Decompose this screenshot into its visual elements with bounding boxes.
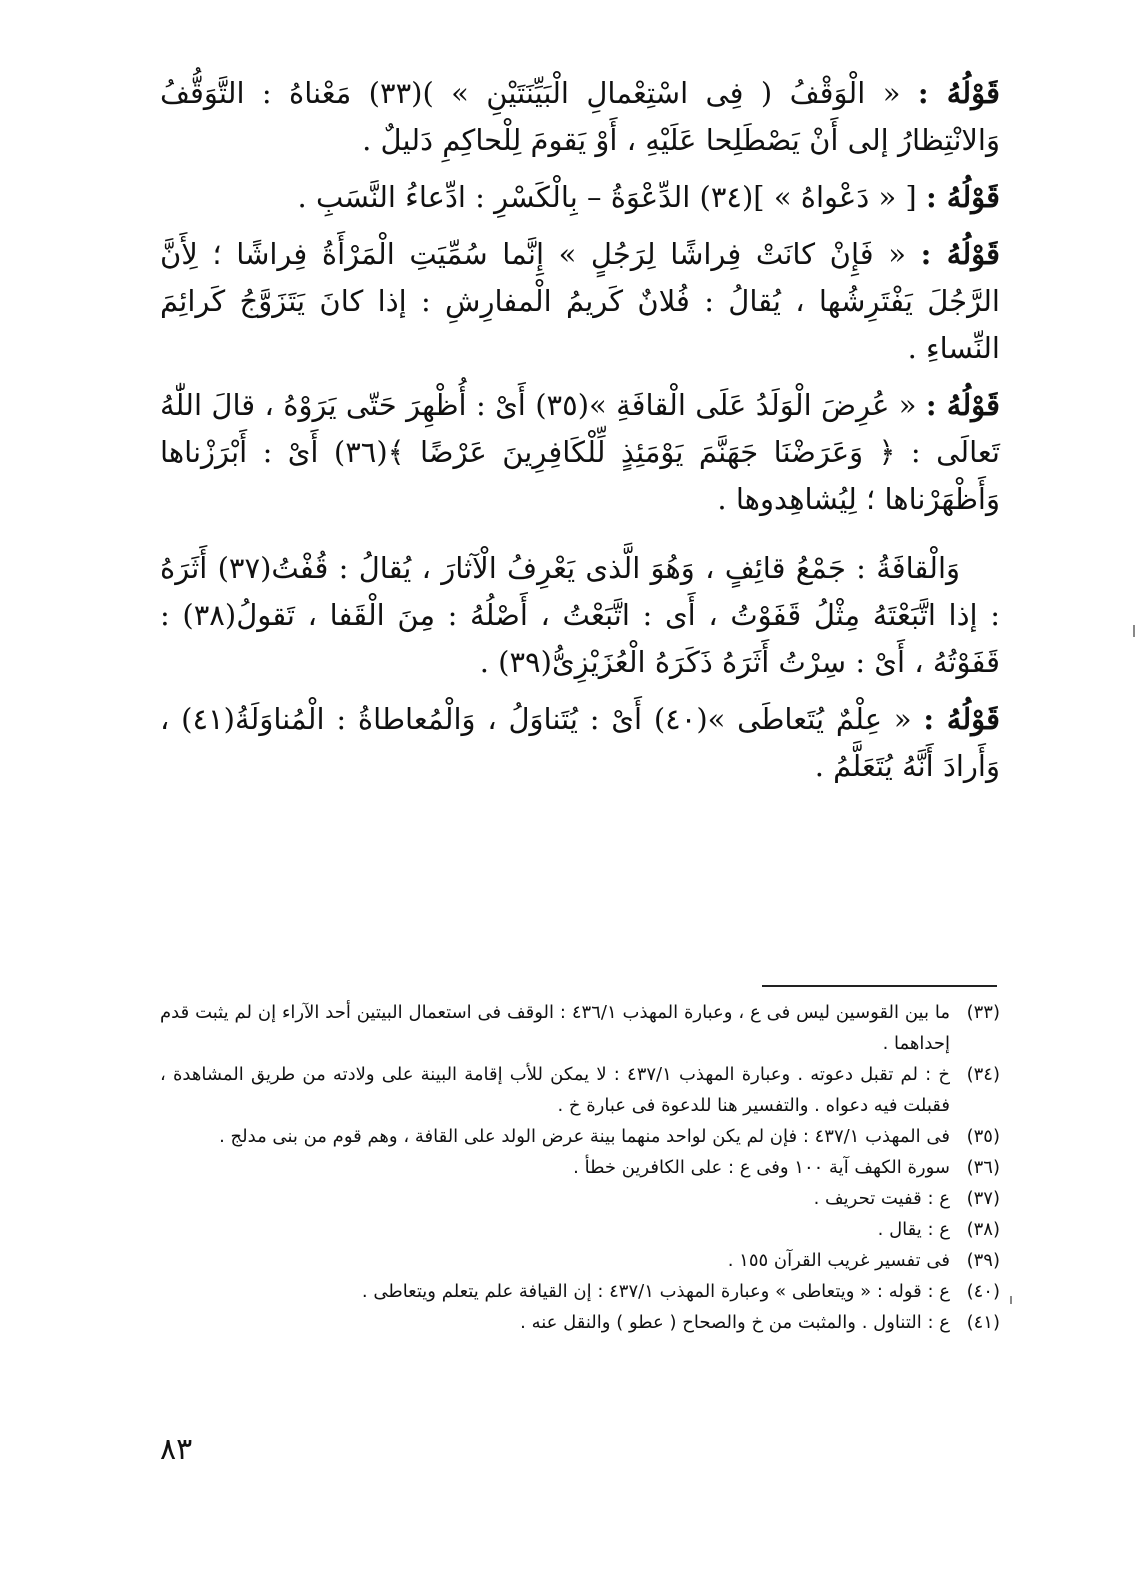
footnote-number: (٣٦) [966, 1157, 1000, 1178]
paragraph-label: قَوْلُهُ : [917, 76, 1000, 110]
footnote-34 [160, 1059, 1000, 1121]
footnote-number: (٣٩) [966, 1250, 1000, 1271]
footnote-37 [160, 1183, 1000, 1214]
footnotes-block [160, 997, 1000, 1338]
paragraph-label: قَوْلُهُ : [925, 388, 1001, 422]
footnote-33 [160, 997, 1000, 1059]
footnote-number: (٤١) [966, 1312, 1000, 1333]
paragraph-2 [160, 174, 1000, 221]
scan-mark [1133, 625, 1135, 637]
paragraph-text: « عُرِضَ الْوَلَدُ عَلَى الْقافَةِ »(٣٥) أَىْ : أُظْهِرَ حَتّى يَرَوْهُ ، قالَ اللّٰهُ تَعالَى : ﴿ وَعَرَضْنَا جَهَنَّمَ يَوْمَئِذٍ لِّلْكَافِرِينَ عَرْضًا ﴾(٣٦) أَىْ : أَبْرَزْناها وَأَظْهَرْناها ؛ لِيُشاهِدوها . [160, 388, 1000, 516]
footnote-35 [160, 1121, 1000, 1152]
footnote-39 [160, 1245, 1000, 1276]
footnote-text: سورة الكهف آية ١٠٠ وفى ع : على الكافرين خطأ . [573, 1157, 950, 1178]
paragraph-3 [160, 231, 1000, 372]
footnote-41 [160, 1307, 1000, 1338]
footnote-text: ع : قفيت تحريف . [813, 1188, 950, 1209]
paragraph-label: قَوْلُهُ : [925, 180, 1000, 214]
footnote-number: (٣٤) [966, 1064, 1000, 1085]
footnote-number: (٣٥) [966, 1126, 1000, 1147]
paragraph-text: « عِلْمٌ يُتَعاطَى »(٤٠) أَىْ : يُتَناوَلُ ، وَالْمُعاطاةُ : الْمُناوَلَةُ(٤١) ، وَأَرادَ أَنَّهُ يُتَعَلَّمُ . [160, 702, 1000, 783]
footnote-separator [762, 985, 997, 987]
paragraph-6 [160, 696, 1000, 790]
paragraph-1 [160, 70, 1000, 164]
footnote-text: فى تفسير غريب القرآن ١٥٥ . [727, 1250, 950, 1271]
footnote-text: خ : لم تقبل دعوته . وعبارة المهذب ٤٣٧/١ : لا يمكن للأب إقامة البينة على ولادته من طريق المشاهدة ، فقبلت فيه دعواه . والتفسير هنا للدعوة فى عبارة خ . [160, 1064, 951, 1116]
footnote-36 [160, 1152, 1000, 1183]
paragraph-5 [160, 545, 1000, 686]
main-text-block [160, 70, 1000, 800]
footnote-number: (٤٠) [966, 1281, 1000, 1302]
footnote-text: فى المهذب ٤٣٧/١ : فإن لم يكن لواحد منهما بينة عرض الولد على القافة ، وهم قوم من بنى مدلج . [219, 1126, 950, 1147]
paragraph-label: قَوْلُهُ : [923, 702, 1001, 736]
footnote-number: (٣٣) [966, 1002, 1000, 1023]
footnote-number: (٣٧) [966, 1188, 1000, 1209]
footnote-text: ع : يقال . [877, 1219, 950, 1240]
paragraph-text: [ « دَعْواهُ » ](٣٤) الدِّعْوَةُ – بِالْكَسْرِ : ادِّعاءُ النَّسَبِ . [297, 180, 917, 214]
page-number: ٨٣ [160, 1432, 193, 1467]
paragraph-text: « فَإِنْ كانَتْ فِراشًا لِرَجُلٍ » إِنَّما سُمِّيَتِ الْمَرْأَةُ فِراشًا ؛ لِأَنَّ الرَّجُلَ يَفْتَرِشُها ، يُقالُ : فُلانٌ كَريمُ الْمفارِشِ : إذا كانَ يَتَزَوَّجُ كَرائِمَ النِّساءِ . [160, 237, 1000, 365]
footnote-text: ما بين القوسين ليس فى ع ، وعبارة المهذب ٤٣٦/١ : الوقف فى استعمال البيتين أحد الآراء إن لم يثبت قدم إحداهما . [160, 1002, 950, 1054]
paragraph-text: وَالْقافَةُ : جَمْعُ قائِفٍ ، وَهُوَ الَّذى يَعْرِفُ الْآثارَ ، يُقالُ : قُفْتُ(٣٧) أَثَرَهُ : إذا اتَّبَعْتَهُ مِثْلُ قَفَوْتُ ، أَى : اتَّبَعْتُ ، أَصْلُهُ : مِنَ الْقَفا ، تَقولُ(٣٨) : قَفَوْتُهُ ، أَىْ : سِرْتُ أَثَرَهُ ذَكَرَهُ الْعُزَيْزِىُّ(٣٩) . [160, 551, 1000, 679]
scan-mark [1010, 1296, 1012, 1304]
footnote-text: ع : قوله : « ويتعاطى » وعبارة المهذب ٤٣٧/١ : إن القيافة علم يتعلم ويتعاطى . [361, 1281, 950, 1302]
paragraph-4 [160, 382, 1000, 523]
footnote-38 [160, 1214, 1000, 1245]
paragraph-text: « الْوَقْفُ ( فِى اسْتِعْمالِ الْبَيِّنَتَيْنِ » )(٣٣) مَعْناهُ : التَّوَقُّفُ وَالانْتِظارُ إلى أَنْ يَصْطَلِحا عَلَيْهِ ، أَوْ يَقومَ لِلْحاكِمِ دَليلٌ . [160, 76, 1000, 157]
footnote-number: (٣٨) [966, 1219, 1000, 1240]
footnote-text: ع : التناول . والمثبت من خ والصحاح ( عطو ) والنقل عنه . [520, 1312, 950, 1333]
footnote-40 [160, 1276, 1000, 1307]
paragraph-label: قَوْلُهُ : [920, 237, 1000, 271]
